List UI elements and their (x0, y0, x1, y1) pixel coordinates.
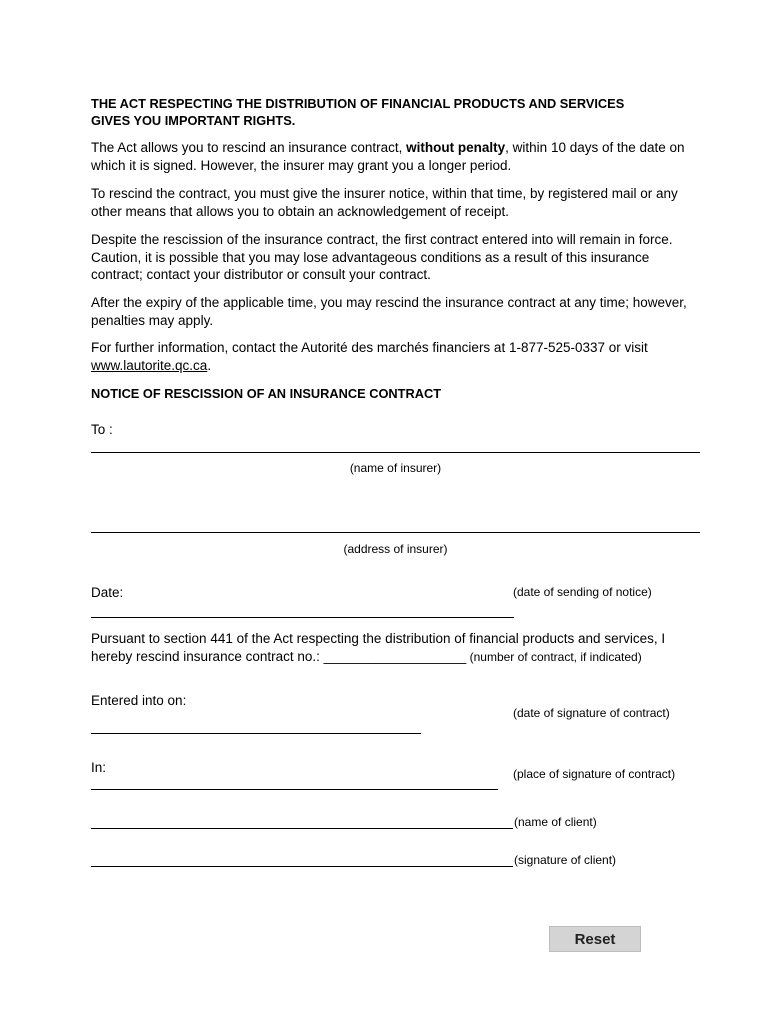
insurer-address-line[interactable] (91, 532, 700, 533)
contract-number-blank[interactable]: ___________________ (323, 649, 467, 664)
entered-into-label: Entered into on: (91, 693, 187, 708)
place-line[interactable] (91, 789, 498, 790)
paragraph-caution: Despite the rescission of the insurance contract, the first contract entered into will remain in force. Caution, it is possible that you may lose advantageous conditions as a result of this insurance contract; contact your distributor or consult your contract. (91, 232, 673, 282)
autorite-link[interactable]: www.lautorite.qc.ca (91, 357, 208, 373)
client-signature-line[interactable] (91, 866, 513, 867)
p1-text-end: , within 10 days of the date on which it is signed. However, the insurer may grant you a longer period. (91, 140, 685, 173)
insurer-name-caption: (name of insurer) (349, 461, 442, 475)
p1-bold-text: without penalty (406, 140, 506, 155)
insurer-address-caption: (address of insurer) (343, 542, 448, 556)
p1-text-start: The Act allows you to rescind an insurance contract, (91, 140, 407, 155)
reset-button[interactable]: Reset (549, 926, 641, 952)
client-name-line[interactable] (91, 828, 513, 829)
insurer-name-line[interactable] (91, 452, 700, 453)
paragraph-further-info (91, 339, 703, 374)
client-name-caption: (name of client) (514, 815, 597, 829)
date-line[interactable] (91, 617, 514, 618)
pursuant-line-2 (91, 648, 711, 665)
rights-heading-line1: THE ACT RESPECTING THE DISTRIBUTION OF FINANCIAL PRODUCTS AND SERVICES (91, 96, 625, 111)
paragraph-how-to-rescind: To rescind the contract, you must give the insurer notice, within that time, by registered mail or any other means that allows you to obtain an acknowledgement of receipt. (91, 186, 678, 219)
p5-text-end: . (207, 357, 212, 373)
date-label: Date: (91, 585, 124, 600)
client-signature-caption: (signature of client) (514, 853, 617, 867)
paragraph-rescind-rights (91, 139, 703, 174)
rights-heading (91, 95, 711, 129)
to-label: To : (91, 422, 113, 437)
date-caption: (date of sending of notice) (513, 585, 652, 599)
paragraph-after-expiry: After the expiry of the applicable time, you may rescind the insurance contract at any time; however, penalties may apply. (91, 295, 687, 328)
entered-into-line[interactable] (91, 733, 421, 734)
pursuant-line-2-text: hereby rescind insurance contract no.: (91, 649, 324, 664)
notice-title: NOTICE OF RESCISSION OF AN INSURANCE CONTRACT (91, 386, 442, 401)
contract-number-caption: (number of contract, if indicated) (466, 650, 642, 664)
in-label: In: (91, 760, 107, 775)
entered-into-caption: (date of signature of contract) (513, 706, 670, 720)
in-caption: (place of signature of contract) (513, 767, 676, 781)
rights-heading-line2: GIVES YOU IMPORTANT RIGHTS. (91, 113, 296, 128)
p5-text-start: For further information, contact the Autorité des marchés financiers at 1-877-525-0337 or visit (91, 340, 648, 355)
pursuant-line-1: Pursuant to section 441 of the Act respecting the distribution of financial products and services, I (91, 631, 666, 646)
